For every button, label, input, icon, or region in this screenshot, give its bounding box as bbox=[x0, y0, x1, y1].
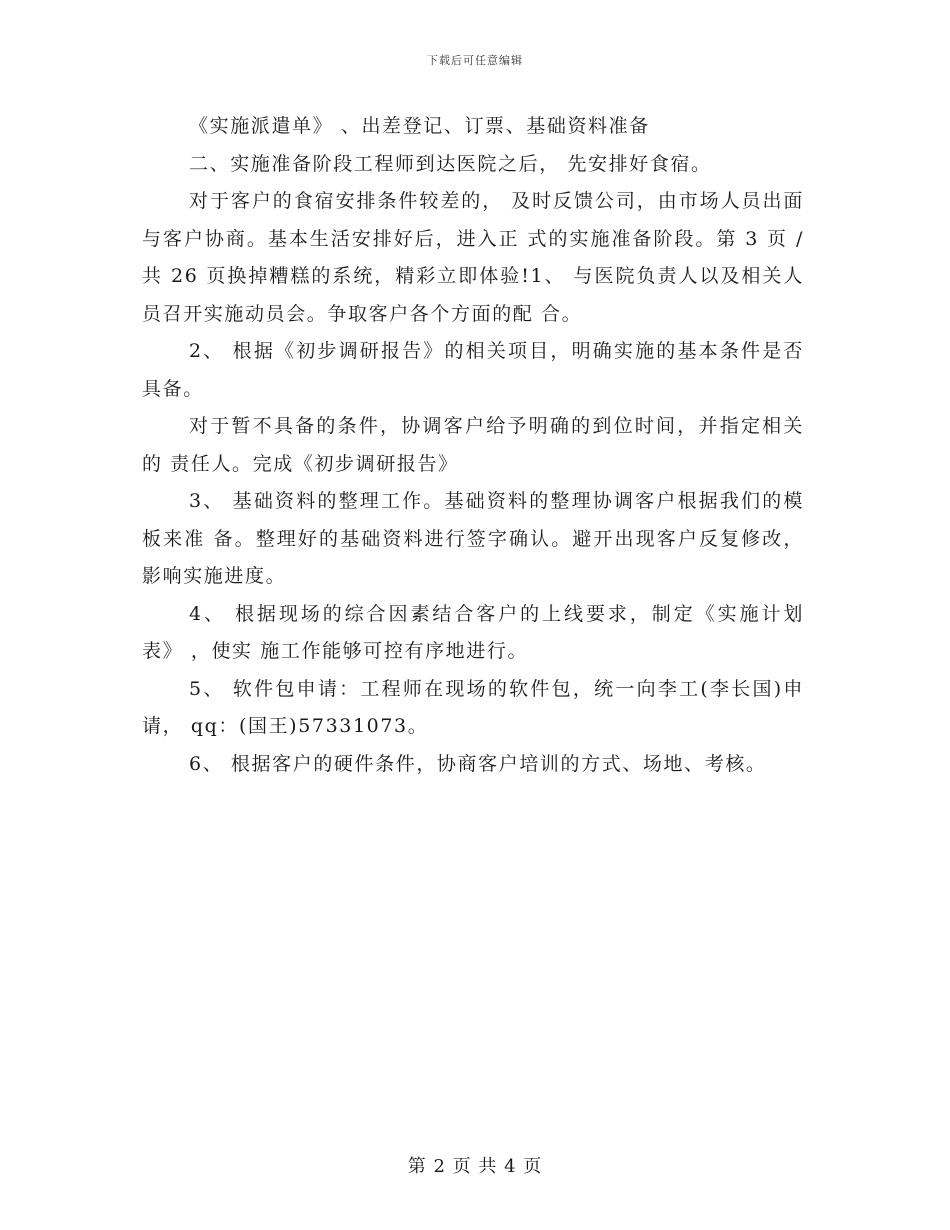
paragraph: 二、实施准备阶段工程师到达医院之后， 先安排好食宿。 bbox=[189, 152, 712, 175]
paragraph: 2、 根据《初步调研报告》的相关项目，明确实施的基本条件是否具备。 bbox=[142, 340, 804, 400]
paragraph: 4、 根据现场的综合因素结合客户的上线要求，制定《实施计划表》 ，使实 施工作能够可控有序地进行。 bbox=[142, 602, 804, 662]
paragraph: 6、 根据客户的硬件条件，协商客户培训的方式、场地、考核。 bbox=[189, 752, 767, 775]
page-number-footer: 第 2 页 共 4 页 bbox=[407, 1156, 543, 1177]
paragraph: 对于暂不具备的条件，协调客户给予明确的到位时间，并指定相关的 责任人。完成《初步调研报告》 bbox=[142, 415, 804, 475]
header-note: 下载后可任意编辑 bbox=[427, 54, 523, 67]
paragraph: 3、 基础资料的整理工作。基础资料的整理协调客户根据我们的模板来准 备。整理好的基础资料进行签字确认。避开出现客户反复修改，影响实施进度。 bbox=[142, 490, 804, 587]
paragraph: 《实施派遣单》 、出差登记、订票、基础资料准备 bbox=[189, 115, 650, 137]
paragraph: 5、 软件包申请：工程师在现场的软件包，统一向李工(李长国)申请， qq：(国王)57331073。 bbox=[142, 677, 804, 737]
paragraph: 对于客户的食宿安排条件较差的， 及时反馈公司，由市场人员出面与客户协商。基本生活安排好后，进入正 式的实施准备阶段。第 3 页 /共 26 页换掉糟糕的系统，精彩立即体验!1、 与医院负责人以及相关人员召开实施动员会。争取客户各个方面的配 合。 bbox=[142, 190, 804, 325]
document-body bbox=[142, 108, 804, 783]
